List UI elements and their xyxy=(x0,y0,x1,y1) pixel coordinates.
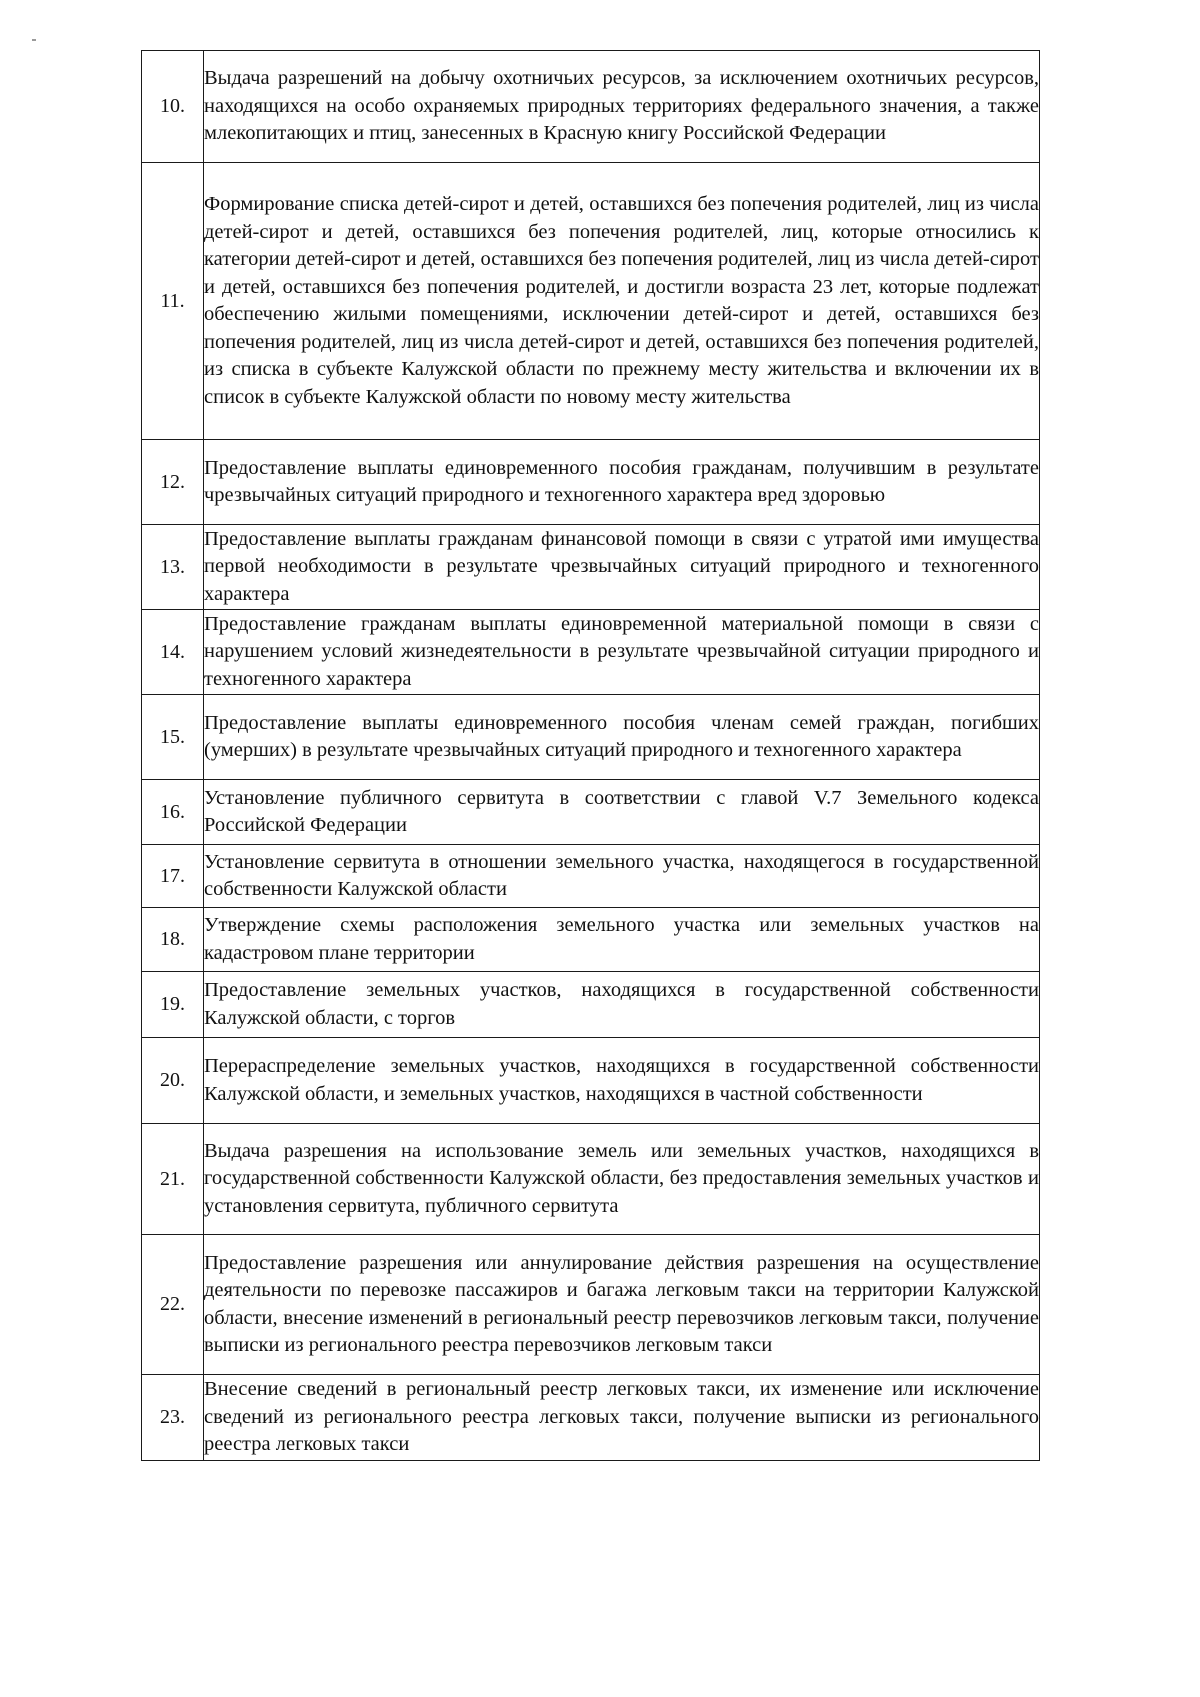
table-row xyxy=(142,695,1040,780)
table-row xyxy=(142,908,1040,972)
row-number: 15. xyxy=(142,695,204,780)
service-description: Предоставление выплаты единовременного пособия членам семей граждан, погибших (умерших) в результате чрезвычайных ситуаций природного и техногенного характера xyxy=(204,695,1040,780)
row-number: 18. xyxy=(142,908,204,972)
row-number: 21. xyxy=(142,1124,204,1235)
table-row xyxy=(142,845,1040,908)
row-number: 22. xyxy=(142,1235,204,1375)
service-description: Установление публичного сервитута в соответствии с главой V.7 Земельного кодекса Российской Федерации xyxy=(204,780,1040,845)
service-description: Формирование списка детей-сирот и детей, оставшихся без попечения родителей, лиц из числа детей-сирот и детей, оставшихся без попечения родителей, лиц, которые относились к категории детей-сирот и детей, оставшихся без попечения родителей, лиц из числа детей-сирот и детей, оставшихся без попечения родителей, и достигли возраста 23 лет, которые подлежат обеспечению жилыми помещениями, исключении детей-сирот и детей, оставшихся без попечения родителей, лиц из числа детей-сирот и детей, оставшихся без попечения родителей, из списка в субъекте Калужской области по прежнему месту жительства и включении их в список в субъекте Калужской области по новому месту жительства xyxy=(204,163,1040,440)
service-description: Предоставление гражданам выплаты единовременной материальной помощи в связи с нарушением условий жизнедеятельности в результате чрезвычайной ситуации природного и техногенного характера xyxy=(204,610,1040,695)
table-row xyxy=(142,780,1040,845)
table-row xyxy=(142,1038,1040,1124)
row-number: 20. xyxy=(142,1038,204,1124)
row-number: 17. xyxy=(142,845,204,908)
row-number: 11. xyxy=(142,163,204,440)
row-number: 12. xyxy=(142,440,204,525)
table-row xyxy=(142,1375,1040,1461)
service-description: Предоставление выплаты гражданам финансовой помощи в связи с утратой ими имущества первой необходимости в результате чрезвычайных ситуаций природного и техногенного характера xyxy=(204,525,1040,610)
service-description: Внесение сведений в региональный реестр легковых такси, их изменение или исключение сведений из регионального реестра легковых такси, получение выписки из регионального реестра легковых такси xyxy=(204,1375,1040,1461)
row-number: 23. xyxy=(142,1375,204,1461)
service-description: Предоставление разрешения или аннулирование действия разрешения на осуществление деятельности по перевозке пассажиров и багажа легковым такси на территории Калужской области, внесение изменений в региональный реестр перевозчиков легковым такси, получение выписки из регионального реестра перевозчиков легковым такси xyxy=(204,1235,1040,1375)
row-number: 10. xyxy=(142,51,204,163)
row-number: 19. xyxy=(142,972,204,1038)
service-description: Выдача разрешения на использование земель или земельных участков, находящихся в государственной собственности Калужской области, без предоставления земельных участков и установления сервитута, публичного сервитута xyxy=(204,1124,1040,1235)
service-description: Утверждение схемы расположения земельного участка или земельных участков на кадастровом плане территории xyxy=(204,908,1040,972)
service-description: Выдача разрешений на добычу охотничьих ресурсов, за исключением охотничьих ресурсов, находящихся на особо охраняемых природных территориях федерального значения, а также млекопитающих и птиц, занесенных в Красную книгу Российской Федерации xyxy=(204,51,1040,163)
row-number: 13. xyxy=(142,525,204,610)
table-row xyxy=(142,163,1040,440)
table-row xyxy=(142,972,1040,1038)
table-row xyxy=(142,525,1040,610)
service-description: Предоставление земельных участков, находящихся в государственной собственности Калужской области, с торгов xyxy=(204,972,1040,1038)
service-description: Установление сервитута в отношении земельного участка, находящегося в государственной собственности Калужской области xyxy=(204,845,1040,908)
table-row xyxy=(142,1235,1040,1375)
table-row xyxy=(142,440,1040,525)
table-row xyxy=(142,610,1040,695)
row-number: 14. xyxy=(142,610,204,695)
row-number: 16. xyxy=(142,780,204,845)
service-description: Перераспределение земельных участков, находящихся в государственной собственности Калужской области, и земельных участков, находящихся в частной собственности xyxy=(204,1038,1040,1124)
scan-speck xyxy=(32,39,36,41)
table-row xyxy=(142,1124,1040,1235)
services-table xyxy=(141,50,1040,1461)
service-description: Предоставление выплаты единовременного пособия гражданам, получившим в результате чрезвычайных ситуаций природного и техногенного характера вред здоровью xyxy=(204,440,1040,525)
table-row xyxy=(142,51,1040,163)
